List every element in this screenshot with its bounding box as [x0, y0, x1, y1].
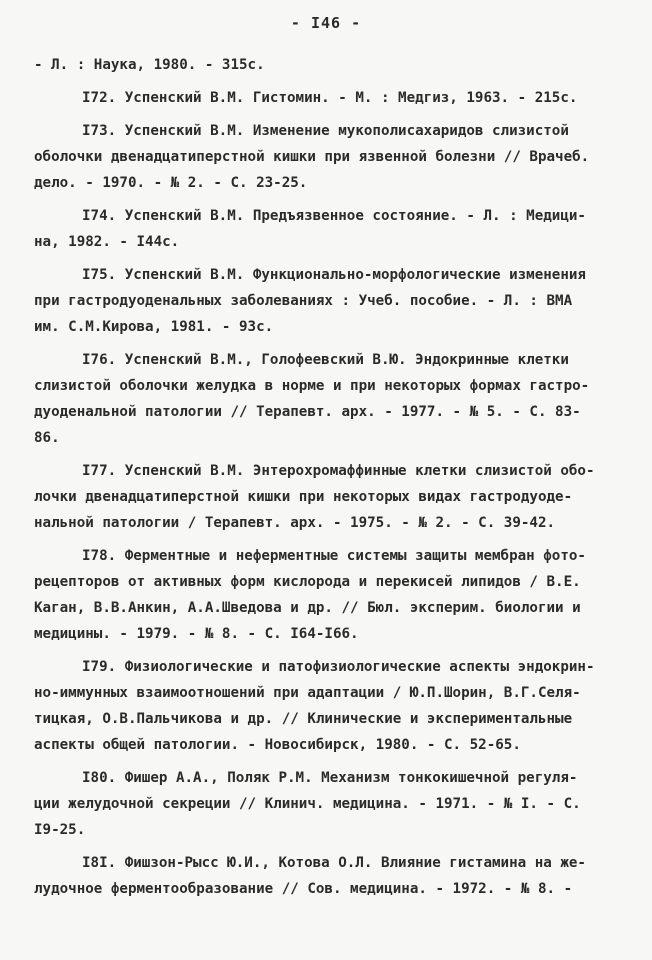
- entry-line: 86.: [34, 430, 60, 446]
- entry-line: дело. - 1970. - № 2. - С. 23-25.: [34, 175, 308, 191]
- entry-line: слизистой оболочки желудка в норме и при некоторых формах гастро-: [34, 378, 590, 394]
- bibliography-entry: [34, 118, 614, 196]
- bibliography-entry: [34, 765, 614, 843]
- entry-line: на, 1982. - I44с.: [34, 234, 180, 250]
- entry-line: - Л. : Наука, 1980. - 315с.: [34, 57, 265, 73]
- bibliography-entry: [34, 203, 614, 255]
- entry-line: медицины. - 1979. - № 8. - С. I64-I66.: [34, 626, 359, 642]
- bibliography-entry: [34, 458, 614, 536]
- bibliography-entry: [34, 85, 614, 111]
- entry-line: I8I. Фишзон-Рысс Ю.И., Котова О.Л. Влияние гистамина на же-: [82, 855, 586, 871]
- bibliography-entry: [34, 52, 614, 78]
- entry-line: I79. Физиологические и патофизиологические аспекты эндокрин-: [82, 659, 595, 675]
- bibliography-entry: [34, 347, 614, 451]
- entry-line: дуоденальной патологии // Терапевт. арх. - 1977. - № 5. - С. 83-: [34, 404, 581, 420]
- entry-line: оболочки двенадцатиперстной кишки при язвенной болезни // Врачеб.: [34, 149, 590, 165]
- bibliography-entry: [34, 262, 614, 340]
- entry-line: I75. Успенский В.М. Функционально-морфологические изменения: [82, 267, 586, 283]
- entry-line: лудочное ферментообразование // Сов. медицина. - 1972. - № 8. -: [34, 881, 573, 897]
- entry-line: лочки двенадцатиперстной кишки при некоторых видах гастродуоде-: [34, 489, 573, 505]
- bibliography-entry: [34, 654, 614, 758]
- entry-line: рецепторов от активных форм кислорода и перекисей липидов / В.Е.: [34, 574, 581, 590]
- entry-line: при гастродуоденальных заболеваниях : Учеб. пособие. - Л. : ВМА: [34, 293, 573, 309]
- entry-line: I74. Успенский В.М. Предъязвенное состояние. - Л. : Медици-: [82, 208, 586, 224]
- entry-line: тицкая, О.В.Пальчикова и др. // Клинические и экспериментальные: [34, 711, 573, 727]
- entry-line: I80. Фишер А.А., Поляк Р.М. Механизм тонкокишечной регуля-: [82, 770, 578, 786]
- entry-line: аспекты общей патологии. - Новосибирск, 1980. - С. 52-65.: [34, 737, 521, 753]
- entry-line: I9-25.: [34, 822, 86, 838]
- entry-line: I76. Успенский В.М., Голофеевский В.Ю. Эндокринные клетки: [82, 352, 569, 368]
- entry-line: I73. Успенский В.М. Изменение мукополисахаридов слизистой: [82, 123, 569, 139]
- page-number: - I46 -: [290, 14, 362, 32]
- bibliography-list: [34, 52, 614, 902]
- entry-line: I72. Успенский В.М. Гистомин. - М. : Медгиз, 1963. - 215с.: [82, 90, 578, 106]
- entry-line: ции желудочной секреции // Клинич. медицина. - 1971. - № I. - С.: [34, 796, 581, 812]
- entry-line: но-иммунных взаимоотношений при адаптации / Ю.П.Шорин, В.Г.Селя-: [34, 685, 581, 701]
- bibliography-entry: [34, 543, 614, 647]
- entry-line: I78. Ферментные и неферментные системы защиты мембран фото-: [82, 548, 586, 564]
- entry-line: Каган, В.В.Анкин, А.А.Шведова и др. // Бюл. эксперим. биологии и: [34, 600, 581, 616]
- entry-line: I77. Успенский В.М. Энтерохромаффинные клетки слизистой обо-: [82, 463, 595, 479]
- entry-line: нальной патологии / Терапевт. арх. - 1975. - № 2. - С. 39-42.: [34, 515, 556, 531]
- entry-line: им. С.М.Кирова, 1981. - 93с.: [34, 319, 274, 335]
- bibliography-entry: [34, 850, 614, 902]
